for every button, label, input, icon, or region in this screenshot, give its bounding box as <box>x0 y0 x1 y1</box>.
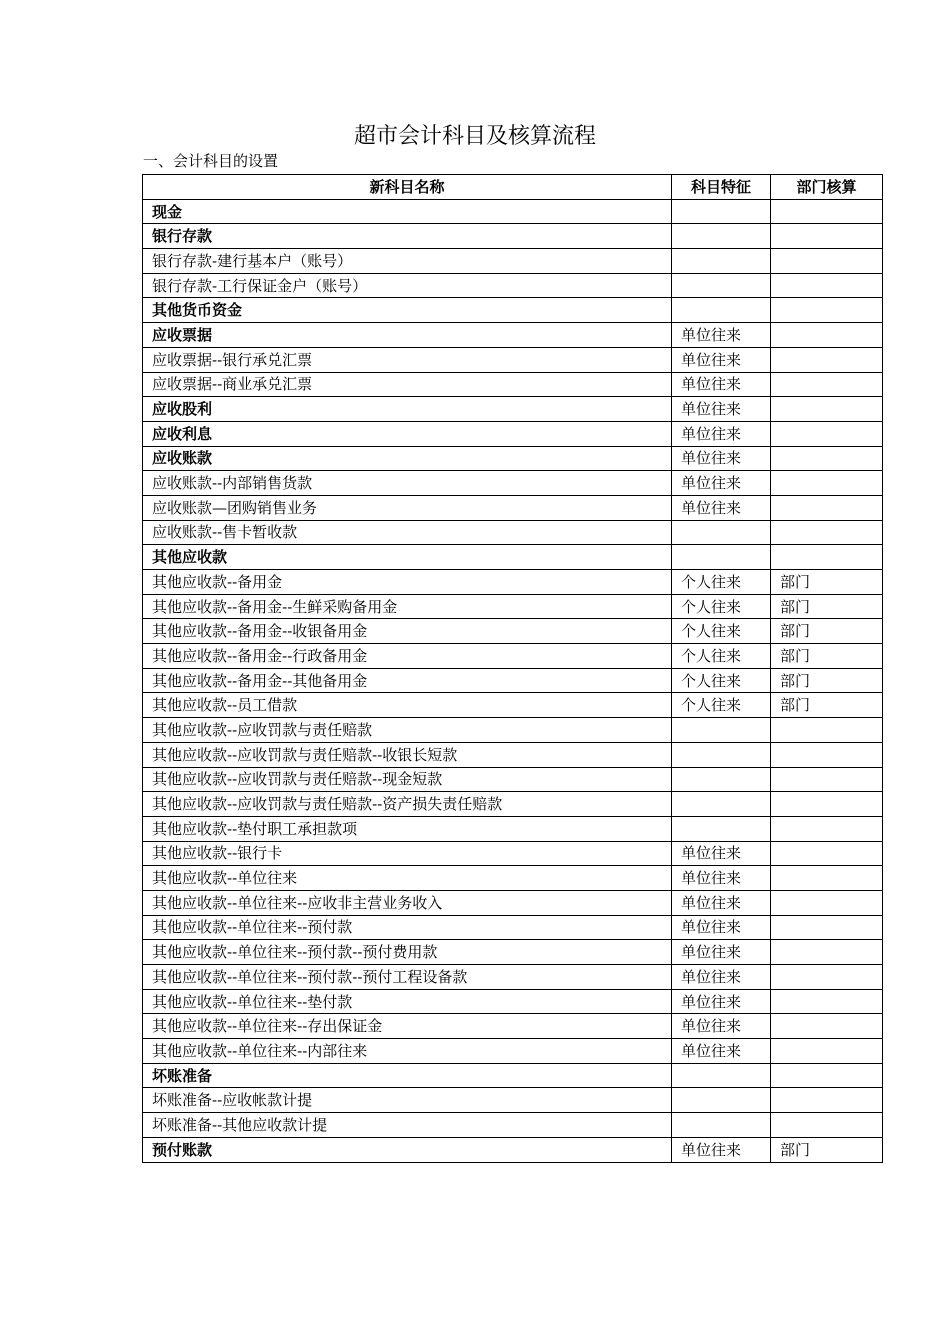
department-cell: 部门 <box>771 1137 883 1162</box>
account-feature-cell: 单位往来 <box>672 1137 771 1162</box>
table-row <box>143 693 883 718</box>
department-cell <box>771 224 883 249</box>
table-row <box>143 323 883 348</box>
table-row <box>143 890 883 915</box>
table-row <box>143 446 883 471</box>
account-name-cell: 其他应收款--单位往来--应收非主营业务收入 <box>143 890 672 915</box>
account-name-cell: 应收账款 <box>143 446 672 471</box>
account-feature-cell <box>672 792 771 817</box>
department-cell: 部门 <box>771 570 883 595</box>
table-row <box>143 668 883 693</box>
table-row <box>143 520 883 545</box>
department-cell <box>771 495 883 520</box>
department-cell: 部门 <box>771 619 883 644</box>
account-name-cell: 其他应收款--备用金--其他备用金 <box>143 668 672 693</box>
account-feature-cell <box>672 767 771 792</box>
table-row <box>143 619 883 644</box>
table-row <box>143 545 883 570</box>
table-row <box>143 1113 883 1138</box>
department-cell <box>771 742 883 767</box>
account-feature-cell <box>672 1113 771 1138</box>
account-feature-cell <box>672 545 771 570</box>
section-heading: 一、会计科目的设置 <box>143 152 279 170</box>
department-cell <box>771 446 883 471</box>
account-name-cell: 其他应收款--单位往来--预付款 <box>143 915 672 940</box>
table-row <box>143 1088 883 1113</box>
department-cell: 部门 <box>771 644 883 669</box>
account-name-cell: 其他应收款--单位往来--预付款--预付工程设备款 <box>143 965 672 990</box>
table-row <box>143 742 883 767</box>
account-name-cell: 其他应收款--银行卡 <box>143 841 672 866</box>
department-cell <box>771 471 883 496</box>
department-cell <box>771 421 883 446</box>
account-feature-cell: 单位往来 <box>672 940 771 965</box>
department-cell <box>771 940 883 965</box>
account-name-cell: 其他应收款--应收罚款与责任赔款--资产损失责任赔款 <box>143 792 672 817</box>
department-cell <box>771 792 883 817</box>
department-cell <box>771 841 883 866</box>
account-name-cell: 其他应收款--单位往来--内部往来 <box>143 1039 672 1064</box>
table-row <box>143 1063 883 1088</box>
department-cell <box>771 718 883 743</box>
account-name-cell: 应收票据--银行承兑汇票 <box>143 347 672 372</box>
account-name-cell: 坏账准备 <box>143 1063 672 1088</box>
table-row <box>143 347 883 372</box>
department-cell <box>771 520 883 545</box>
account-feature-cell: 单位往来 <box>672 421 771 446</box>
header-department-accounting: 部门核算 <box>771 175 883 200</box>
table-header <box>143 175 883 200</box>
department-cell <box>771 1088 883 1113</box>
table-row <box>143 273 883 298</box>
account-name-cell: 应收账款—团购销售业务 <box>143 495 672 520</box>
account-name-cell: 其他应收款--应收罚款与责任赔款--现金短款 <box>143 767 672 792</box>
department-cell <box>771 989 883 1014</box>
table-row <box>143 1039 883 1064</box>
table-row <box>143 792 883 817</box>
table-row <box>143 372 883 397</box>
account-feature-cell: 单位往来 <box>672 1014 771 1039</box>
account-feature-cell: 单位往来 <box>672 1039 771 1064</box>
account-name-cell: 其他应收款--单位往来--预付款--预付费用款 <box>143 940 672 965</box>
account-name-cell: 其他应收款--单位往来--存出保证金 <box>143 1014 672 1039</box>
account-name-cell: 其他应收款--应收罚款与责任赔款--收银长短款 <box>143 742 672 767</box>
account-feature-cell: 单位往来 <box>672 989 771 1014</box>
account-feature-cell <box>672 199 771 224</box>
table-row <box>143 421 883 446</box>
table-row <box>143 1137 883 1162</box>
department-cell <box>771 866 883 891</box>
table-row <box>143 397 883 422</box>
account-feature-cell <box>672 742 771 767</box>
table-body <box>143 199 883 1162</box>
account-name-cell: 应收账款--内部销售货款 <box>143 471 672 496</box>
department-cell <box>771 347 883 372</box>
table-row <box>143 298 883 323</box>
account-feature-cell <box>672 718 771 743</box>
account-feature-cell: 单位往来 <box>672 471 771 496</box>
account-feature-cell <box>672 249 771 274</box>
account-name-cell: 银行存款-建行基本户（账号） <box>143 249 672 274</box>
account-feature-cell: 单位往来 <box>672 866 771 891</box>
table-row <box>143 816 883 841</box>
account-name-cell: 其他货币资金 <box>143 298 672 323</box>
account-feature-cell: 单位往来 <box>672 397 771 422</box>
department-cell <box>771 199 883 224</box>
account-feature-cell: 单位往来 <box>672 495 771 520</box>
account-name-cell: 其他应收款--员工借款 <box>143 693 672 718</box>
page-title: 超市会计科目及核算流程 <box>353 124 596 149</box>
account-feature-cell: 个人往来 <box>672 619 771 644</box>
account-name-cell: 其他应收款--应收罚款与责任赔款 <box>143 718 672 743</box>
account-feature-cell: 单位往来 <box>672 915 771 940</box>
account-feature-cell: 单位往来 <box>672 347 771 372</box>
account-name-cell: 其他应收款--备用金--收银备用金 <box>143 619 672 644</box>
department-cell <box>771 323 883 348</box>
department-cell: 部门 <box>771 594 883 619</box>
account-name-cell: 应收票据--商业承兑汇票 <box>143 372 672 397</box>
accounts-table <box>142 174 883 1163</box>
department-cell <box>771 545 883 570</box>
account-feature-cell: 单位往来 <box>672 841 771 866</box>
table-row <box>143 1014 883 1039</box>
table-row <box>143 718 883 743</box>
account-name-cell: 坏账准备--应收帐款计提 <box>143 1088 672 1113</box>
department-cell <box>771 767 883 792</box>
department-cell <box>771 273 883 298</box>
account-feature-cell: 单位往来 <box>672 965 771 990</box>
department-cell: 部门 <box>771 693 883 718</box>
account-name-cell: 应收股利 <box>143 397 672 422</box>
account-feature-cell: 个人往来 <box>672 693 771 718</box>
department-cell: 部门 <box>771 668 883 693</box>
account-name-cell: 其他应收款--单位往来 <box>143 866 672 891</box>
account-feature-cell: 单位往来 <box>672 372 771 397</box>
account-feature-cell <box>672 1063 771 1088</box>
department-cell <box>771 816 883 841</box>
department-cell <box>771 249 883 274</box>
header-account-name: 新科目名称 <box>143 175 672 200</box>
account-name-cell: 其他应收款--垫付职工承担款项 <box>143 816 672 841</box>
account-name-cell: 其他应收款--单位往来--垫付款 <box>143 989 672 1014</box>
table-row <box>143 965 883 990</box>
account-feature-cell: 个人往来 <box>672 644 771 669</box>
account-feature-cell <box>672 273 771 298</box>
table-row <box>143 940 883 965</box>
account-name-cell: 应收利息 <box>143 421 672 446</box>
table-row <box>143 866 883 891</box>
department-cell <box>771 1039 883 1064</box>
account-feature-cell <box>672 816 771 841</box>
account-name-cell: 应收票据 <box>143 323 672 348</box>
header-row <box>143 175 883 200</box>
account-feature-cell <box>672 298 771 323</box>
department-cell <box>771 372 883 397</box>
department-cell <box>771 1063 883 1088</box>
account-name-cell: 预付账款 <box>143 1137 672 1162</box>
account-name-cell: 银行存款-工行保证金户（账号） <box>143 273 672 298</box>
account-name-cell: 其他应收款--备用金--行政备用金 <box>143 644 672 669</box>
account-feature-cell: 个人往来 <box>672 668 771 693</box>
account-feature-cell <box>672 520 771 545</box>
table-row <box>143 199 883 224</box>
account-feature-cell: 单位往来 <box>672 890 771 915</box>
account-name-cell: 银行存款 <box>143 224 672 249</box>
department-cell <box>771 1113 883 1138</box>
account-name-cell: 其他应收款--备用金 <box>143 570 672 595</box>
department-cell <box>771 915 883 940</box>
account-feature-cell: 单位往来 <box>672 446 771 471</box>
account-feature-cell: 单位往来 <box>672 323 771 348</box>
table-row <box>143 594 883 619</box>
table-row <box>143 570 883 595</box>
table-row <box>143 249 883 274</box>
header-account-feature: 科目特征 <box>672 175 771 200</box>
account-feature-cell <box>672 1088 771 1113</box>
table-row <box>143 644 883 669</box>
table-row <box>143 224 883 249</box>
table-row <box>143 915 883 940</box>
department-cell <box>771 397 883 422</box>
department-cell <box>771 965 883 990</box>
department-cell <box>771 1014 883 1039</box>
account-feature-cell: 个人往来 <box>672 594 771 619</box>
department-cell <box>771 890 883 915</box>
table-row <box>143 767 883 792</box>
account-name-cell: 坏账准备--其他应收款计提 <box>143 1113 672 1138</box>
table-row <box>143 495 883 520</box>
account-name-cell: 其他应收款--备用金--生鲜采购备用金 <box>143 594 672 619</box>
table-row <box>143 989 883 1014</box>
account-name-cell: 应收账款--售卡暂收款 <box>143 520 672 545</box>
account-name-cell: 现金 <box>143 199 672 224</box>
account-feature-cell: 个人往来 <box>672 570 771 595</box>
department-cell <box>771 298 883 323</box>
table-row <box>143 471 883 496</box>
account-name-cell: 其他应收款 <box>143 545 672 570</box>
table-row <box>143 841 883 866</box>
account-feature-cell <box>672 224 771 249</box>
